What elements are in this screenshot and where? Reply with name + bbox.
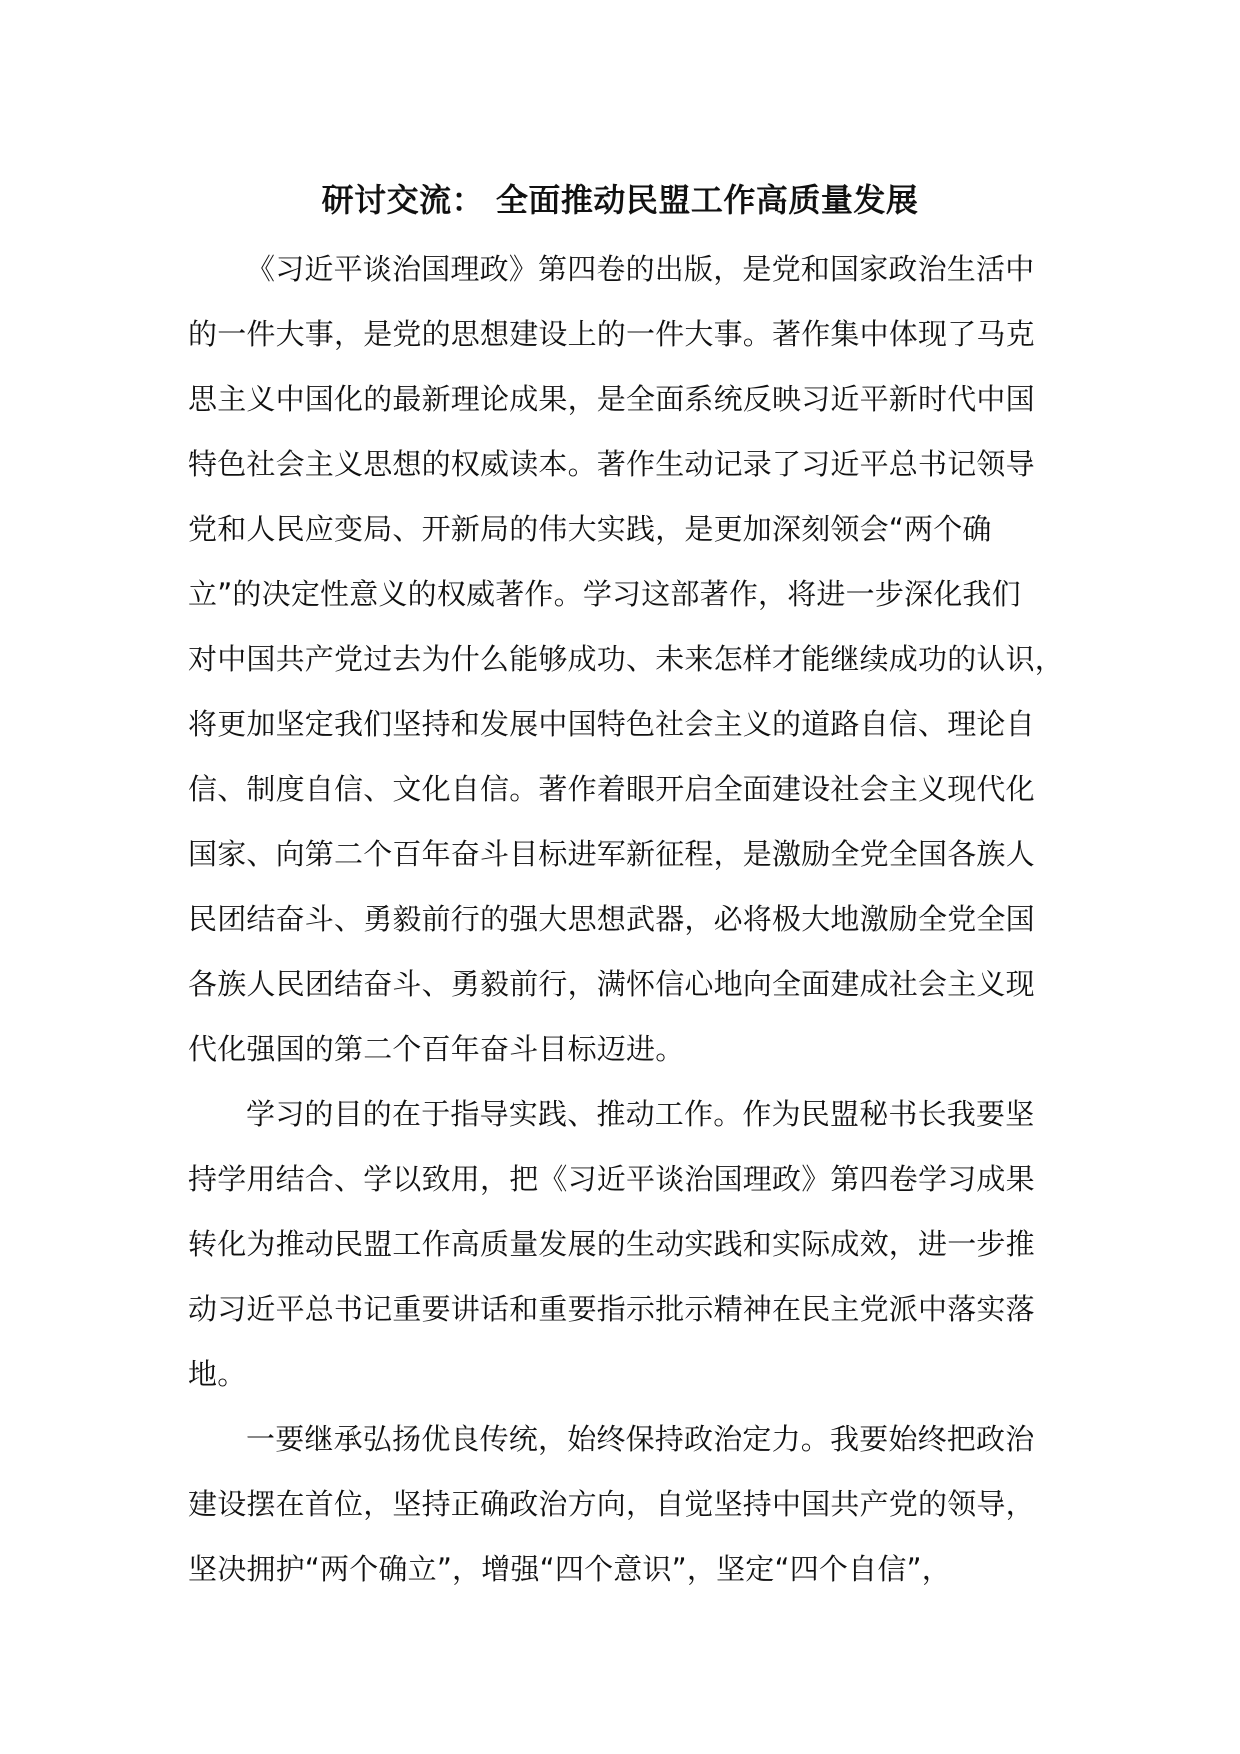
- paragraph-1-line-11: 民团结奋斗、勇毅前行的强大思想武器，必将极大地激励全党全国: [188, 902, 1035, 936]
- paragraph-1-line-13: 代化强国的第二个百年奋斗目标迈进。: [188, 1032, 685, 1066]
- paragraph-3-line-3: 坚决拥护“两个确立”，增强“四个意识”，坚定“四个自信”，: [188, 1552, 951, 1586]
- paragraph-1-line-2: 的一件大事，是党的思想建设上的一件大事。著作集中体现了马克: [188, 317, 1035, 351]
- paragraph-1-line-4: 特色社会主义思想的权威读本。著作生动记录了习近平总书记领导: [188, 447, 1035, 481]
- paragraph-1-line-12: 各族人民团结奋斗、勇毅前行，满怀信心地向全面建成社会主义现: [188, 967, 1035, 1001]
- document-title: 研讨交流： 全面推动民盟工作高质量发展: [321, 181, 919, 219]
- paragraph-1-line-10: 国家、向第二个百年奋斗目标进军新征程，是激励全党全国各族人: [188, 837, 1035, 871]
- paragraph-2-line-4: 动习近平总书记重要讲话和重要指示批示精神在民主党派中落实落: [188, 1292, 1035, 1326]
- paragraph-1-line-3: 思主义中国化的最新理论成果，是全面系统反映习近平新时代中国: [188, 382, 1035, 416]
- paragraph-2-line-2: 持学用结合、学以致用，把《习近平谈治国理政》第四卷学习成果: [188, 1162, 1035, 1196]
- document-body: [188, 237, 1088, 1602]
- paragraph-3-line-2: 建设摆在首位，坚持正确政治方向，自觉坚持中国共产党的领导，: [188, 1487, 1035, 1521]
- paragraph-1-line-8: 将更加坚定我们坚持和发展中国特色社会主义的道路自信、理论自: [188, 707, 1035, 741]
- paragraph-1-line-9: 信、制度自信、文化自信。著作着眼开启全面建设社会主义现代化: [188, 772, 1035, 806]
- paragraph-1-line-1: 《习近平谈治国理政》第四卷的出版，是党和国家政治生活中: [246, 252, 1035, 286]
- paragraph-2-line-5: 地。: [188, 1357, 247, 1391]
- paragraph-3-line-1: 一要继承弘扬优良传统，始终保持政治定力。我要始终把政治: [246, 1422, 1035, 1456]
- paragraph-2-line-3: 转化为推动民盟工作高质量发展的生动实践和实际成效，进一步推: [188, 1227, 1035, 1261]
- paragraph-1-line-5: 党和人民应变局、开新局的伟大实践，是更加深刻领会“两个确: [188, 512, 992, 546]
- paragraph-1-line-7: 对中国共产党过去为什么能够成功、未来怎样才能继续成功的认识，: [188, 642, 1065, 676]
- paragraph-2-line-1: 学习的目的在于指导实践、推动工作。作为民盟秘书长我要坚: [246, 1097, 1035, 1131]
- paragraph-1-line-6: 立”的决定性意义的权威著作。学习这部著作，将进一步深化我们: [188, 577, 1021, 611]
